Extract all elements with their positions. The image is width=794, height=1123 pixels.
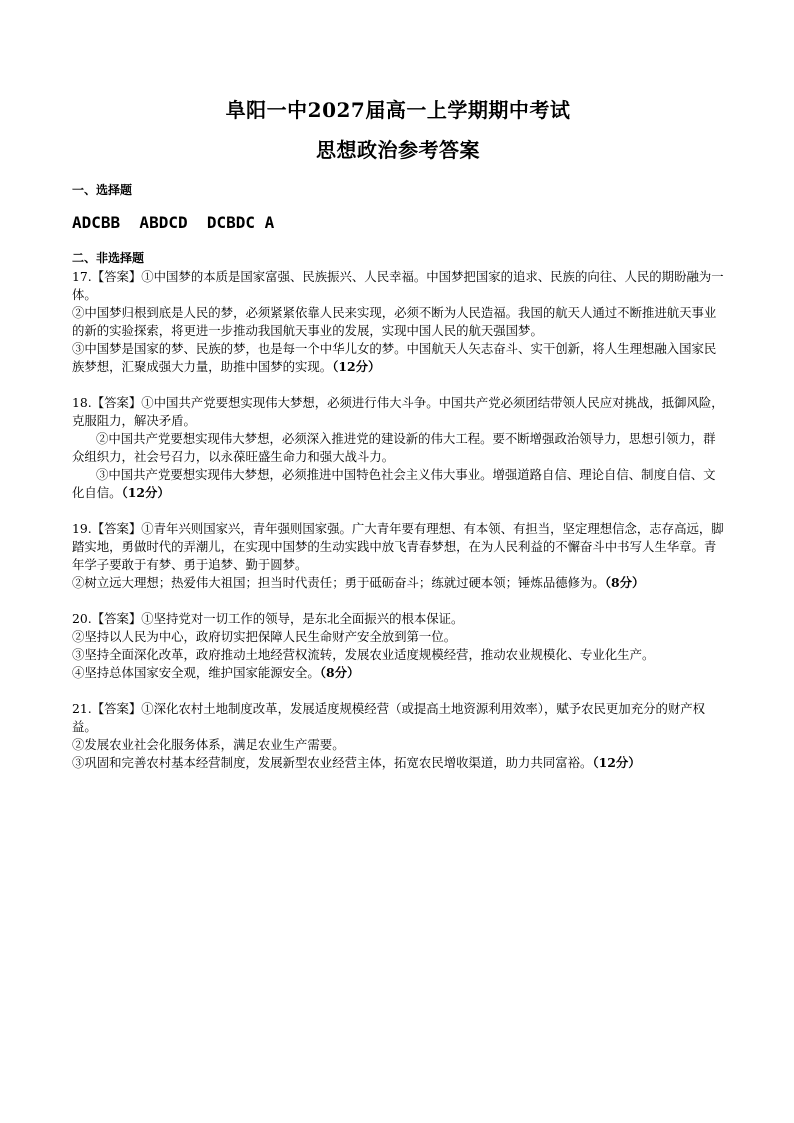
question-20-answer [72, 610, 724, 682]
question-19-answer [72, 520, 724, 592]
q21-line-2: ②发展农业社会化服务体系，满足农业生产需要。 [72, 737, 345, 752]
q20-score: （8分） [319, 665, 360, 680]
q18-line-2: ②中国共产党要想实现伟大梦想，必须深入推进党的建设新的伟大工程。要不断增强政治领导力，思想引领力，群众组织力，社会号召力，以永葆旺盛生命力和强大战斗力。 [72, 431, 716, 464]
answer-sheet-page [72, 98, 724, 772]
q18-score: （12分） [121, 485, 170, 500]
q21-line-3-text: ③巩固和完善农村基本经营制度，发展新型农业经营主体，拓宽农民增收渠道，助力共同富裕。 [72, 755, 593, 770]
q19-line-2-text: ②树立远大理想；热爱伟大祖国；担当时代责任；勇于砥砺奋斗；练就过硬本领；锤炼品德修为。 [72, 575, 605, 590]
q21-score: （12分） [592, 755, 641, 770]
q17-line-2: ②中国梦归根到底是人民的梦，必须紧紧依靠人民来实现，必须不断为人民造福。我国的航天人通过不断推进航天事业的新的实验探索，将更进一步推动我国航天事业的发展，实现中国人民的航天强国梦。 [72, 305, 717, 338]
nonchoice-section-heading: 二、非选择题 [72, 251, 145, 265]
q20-line-2: ②坚持以人民为中心，政府切实把保障人民生命财产安全放到第一位。 [72, 629, 457, 644]
q17-line-3-text: ③中国梦是国家的梦、民族的梦，也是每一个中华儿女的梦。中国航天人矢志奋斗、实干创新，将人生理想融入国家民族梦想，汇聚成强大力量，助推中国梦的实现。 [72, 341, 717, 374]
q17-line-3 [72, 340, 724, 376]
question-18-answer [72, 394, 724, 502]
q21-line-1: 21.【答案】①深化农村土地制度改革，发展适度规模经营（或提高土地资源利用效率），赋予农民更加充分的财产权益。 [72, 701, 706, 734]
choice-section-heading: 一、选择题 [72, 183, 133, 197]
exam-title: 阜阳一中2027届高一上学期期中考试 [225, 98, 571, 122]
q18-line-3-text: ③中国共产党要想实现伟大梦想，必须推进中国特色社会主义伟大事业。增强道路自信、理论自信、制度自信、文化自信。 [72, 467, 716, 500]
choice-answers: ADCBB ABDCD DCBDC A [72, 213, 275, 232]
q20-line-1: 20.【答案】①坚持党对一切工作的领导，是东北全面振兴的根本保证。 [72, 611, 464, 626]
question-21-answer [72, 700, 724, 772]
q18-line-3 [72, 466, 724, 502]
q19-score: （8分） [604, 575, 645, 590]
q19-line-2 [72, 574, 724, 592]
q19-line-1: 19.【答案】①青年兴则国家兴，青年强则国家强。广大青年要有理想、有本领、有担当，坚定理想信念，志存高远，脚踏实地，勇做时代的弄潮儿，在实现中国梦的生动实践中放飞青春梦想，在为人民利益的不懈奋斗中书写人生华章。青年学子要敢于有梦、勇于追梦、勤于圆梦。 [72, 521, 724, 572]
question-17-answer [72, 268, 724, 376]
q20-line-3: ③坚持全面深化改革，政府推动土地经营权流转，发展农业适度规模经营，推动农业规模化、专业化生产。 [72, 647, 655, 662]
q20-line-4-text: ④坚持总体国家安全观，维护国家能源安全。 [72, 665, 320, 680]
q17-score: （12分） [332, 359, 381, 374]
q20-line-4 [72, 664, 724, 682]
q18-line-1: 18.【答案】①中国共产党要想实现伟大梦想，必须进行伟大斗争。中国共产党必须团结带领人民应对挑战，抵御风险，克服阻力，解决矛盾。 [72, 395, 724, 428]
exam-subtitle: 思想政治参考答案 [316, 138, 480, 162]
q21-line-3 [72, 754, 724, 772]
q17-line-1: 17.【答案】①中国梦的本质是国家富强、民族振兴、人民幸福。中国梦把国家的追求、民族的向往、人民的期盼融为一体。 [72, 269, 724, 302]
